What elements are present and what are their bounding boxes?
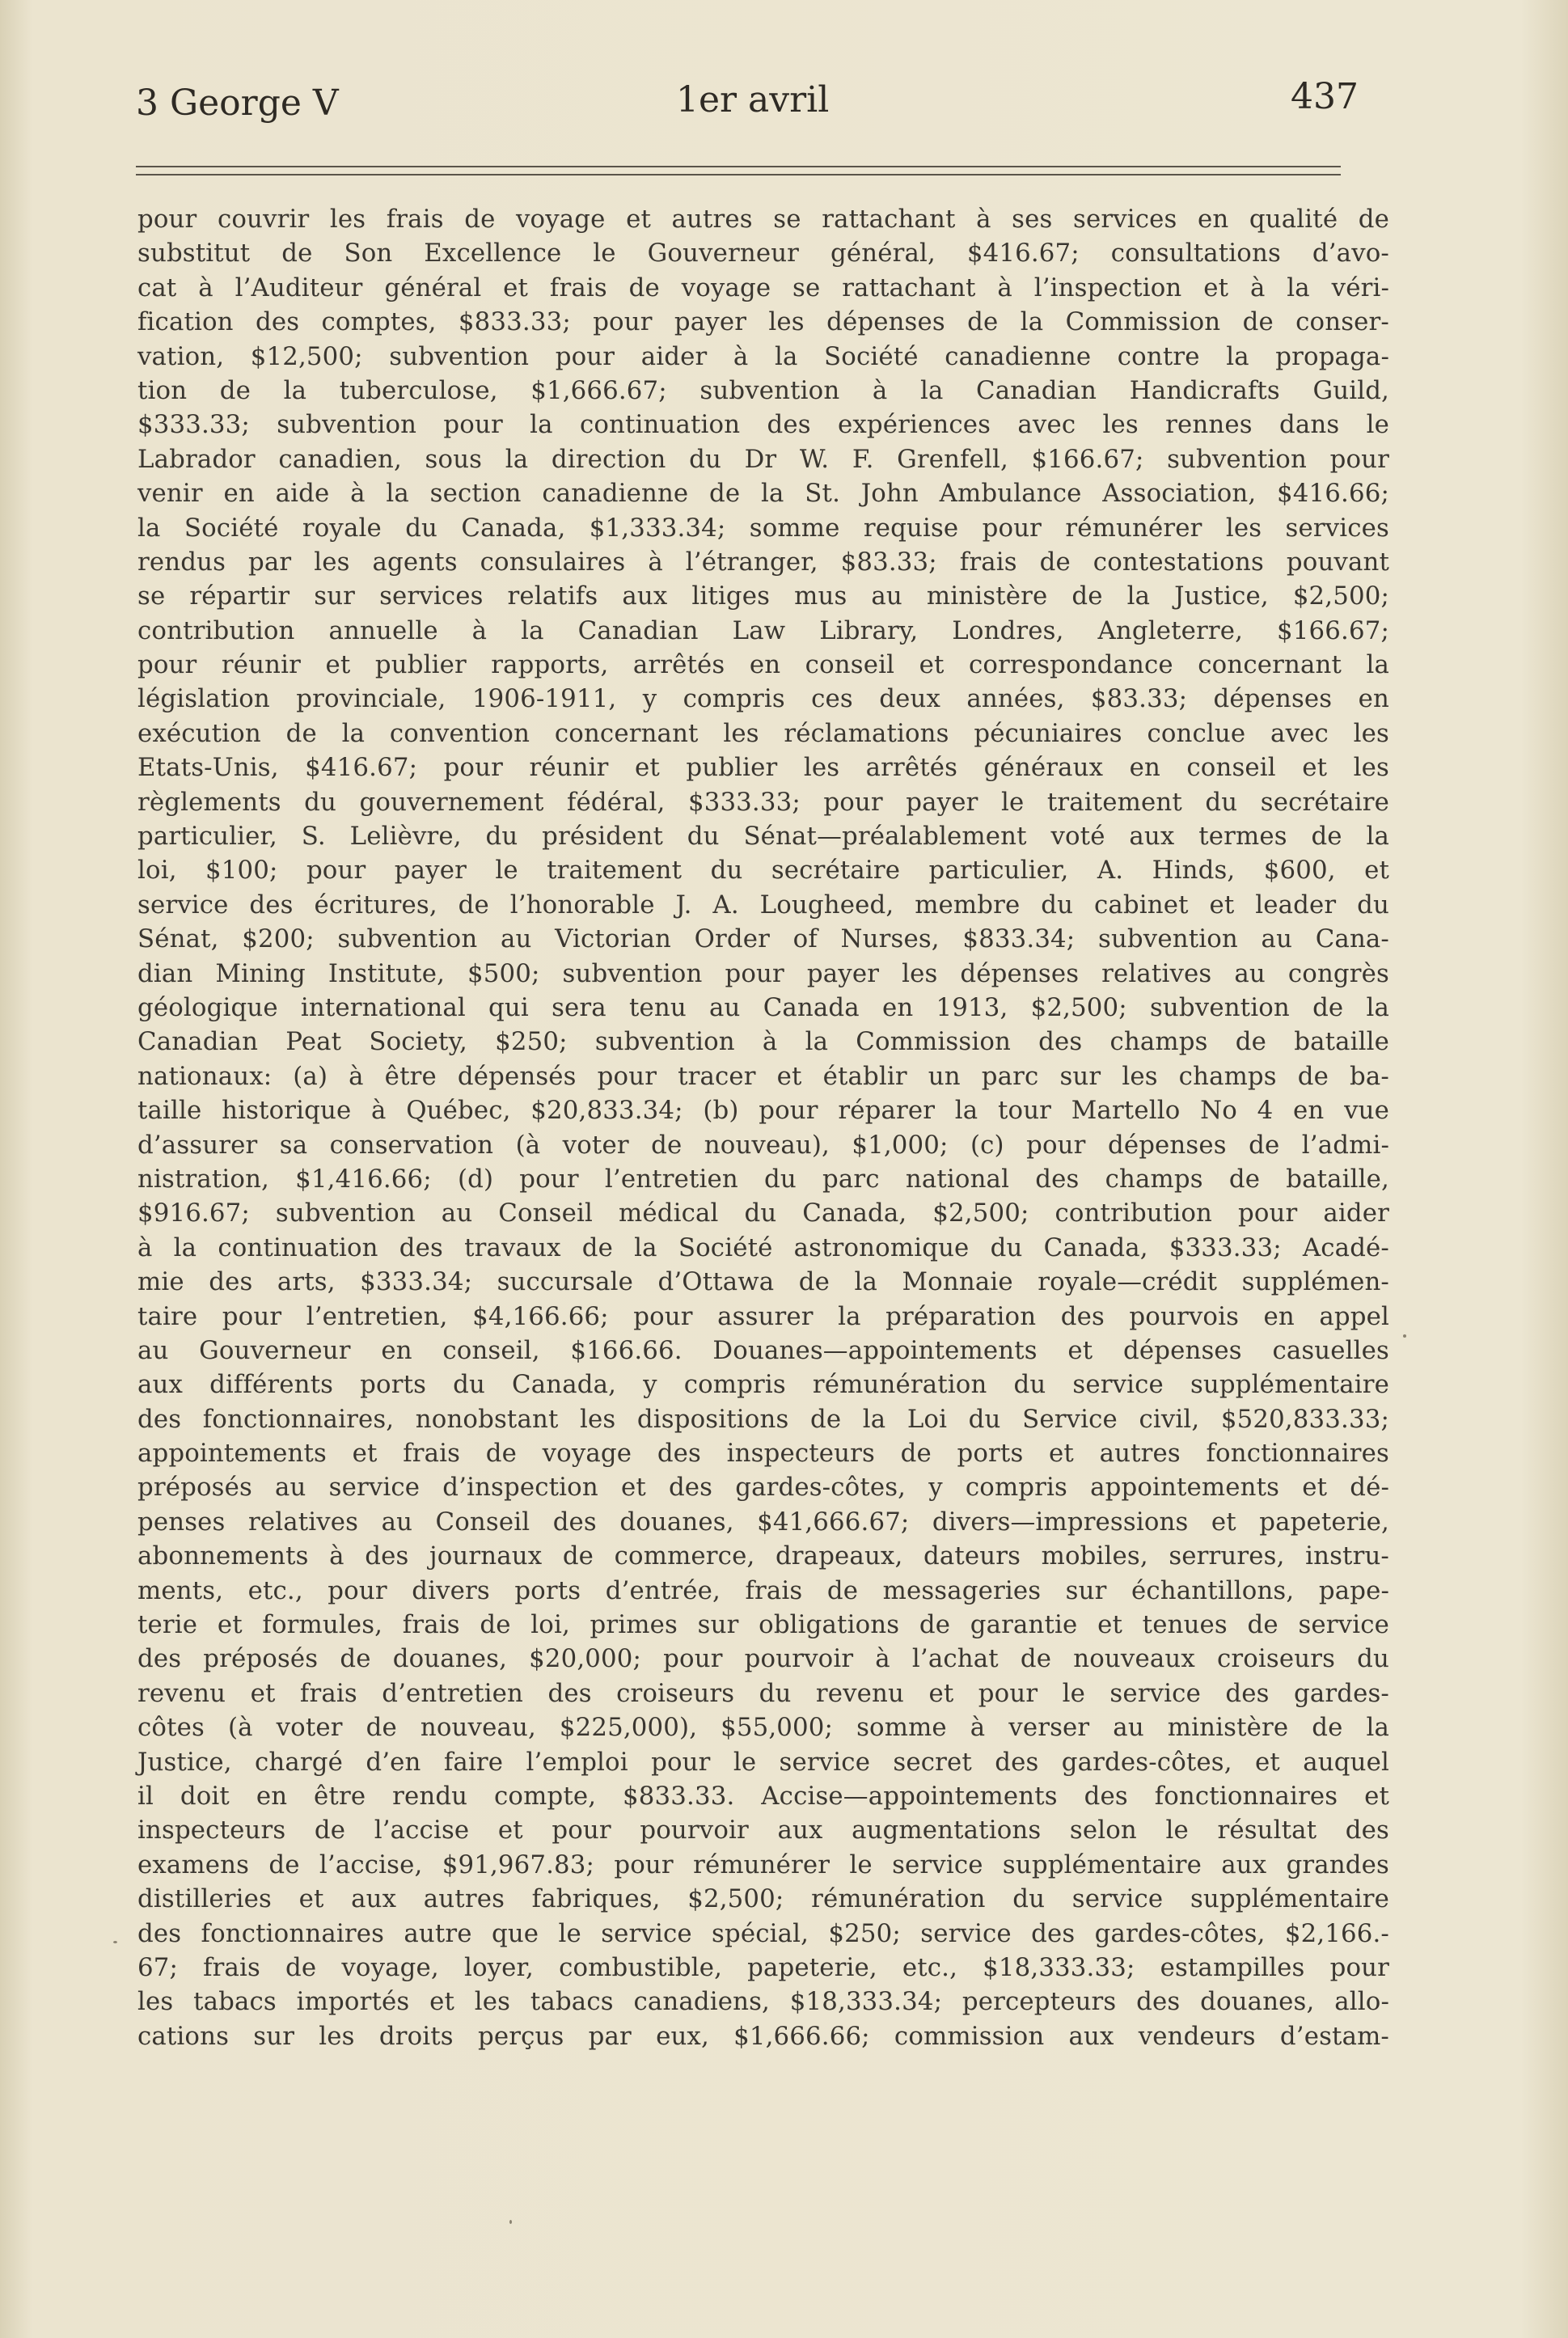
body-line: Etats-Unis, $416.67; pour réunir et publier les arrêtés généraux en conseil et les [137, 753, 1389, 783]
body-line: nistration, $1,416.66; (d) pour l’entretien du parc national des champs de bataille, [137, 1164, 1389, 1194]
body-line: Labrador canadien, sous la direction du Dr W. F. Grenfell, $166.67; subvention pour [137, 444, 1389, 474]
body-line: ments, etc., pour divers ports d’entrée, frais de messageries sur échantillons, pape- [137, 1575, 1389, 1605]
body-line: Canadian Peat Society, $250; subvention à la Commission des champs de bataille [137, 1027, 1389, 1057]
body-line: à la continuation des travaux de la Société astronomique du Canada, $333.33; Acadé- [137, 1232, 1389, 1262]
body-line: cations sur les droits perçus par eux, $1,666.66; commission aux vendeurs d’estam- [137, 2021, 1389, 2051]
body-line: il doit en être rendu compte, $833.33. Accise—appointements des fonctionnaires et [137, 1781, 1389, 1811]
running-head-session: 3 George V [136, 82, 339, 124]
body-line: taille historique à Québec, $20,833.34; (b) pour réparer la tour Martello No 4 en vue [137, 1096, 1389, 1126]
body-line: tion de la tuberculose, $1,666.67; subvention à la Canadian Handicrafts Guild, [137, 375, 1389, 405]
body-line: pour réunir et publier rapports, arrêtés en conseil et correspondance concernant la [137, 650, 1389, 680]
body-line: penses relatives au Conseil des douanes, $41,666.67; divers—impressions et papeterie, [137, 1507, 1389, 1537]
body-line: Sénat, $200; subvention au Victorian Order of Nurses, $833.34; subvention au Cana- [137, 924, 1389, 954]
body-line: appointements et frais de voyage des inspecteurs de ports et autres fonctionnaires [137, 1439, 1389, 1469]
paper-speck [509, 2220, 512, 2224]
body-line: 67; frais de voyage, loyer, combustible, papeterie, etc., $18,333.33; estampilles pour [137, 1952, 1389, 1982]
body-line: la Société royale du Canada, $1,333.34; somme requise pour rémunérer les services [137, 513, 1389, 543]
body-line: $333.33; subvention pour la continuation des expériences avec les rennes dans le [137, 410, 1389, 440]
body-line: nationaux: (a) à être dépensés pour tracer et établir un parc sur les champs de ba- [137, 1061, 1389, 1091]
body-line: des fonctionnaires, nonobstant les dispositions de la Loi du Service civil, $520,833.33; [137, 1404, 1389, 1434]
body-line: exécution de la convention concernant les réclamations pécuniaires conclue avec les [137, 718, 1389, 748]
body-line: inspecteurs de l’accise et pour pourvoir aux augmentations selon le résultat des [137, 1816, 1389, 1845]
body-line: au Gouverneur en conseil, $166.66. Douanes—appointements et dépenses casuelles [137, 1335, 1389, 1365]
body-line: taire pour l’entretien, $4,166.66; pour assurer la préparation des pourvois en appel [137, 1301, 1389, 1331]
paper-speck [1403, 1334, 1406, 1338]
header-rule-top [136, 166, 1341, 167]
body-line: côtes (à voter de nouveau, $225,000), $55,000; somme à verser au ministère de la [137, 1713, 1389, 1743]
body-line: contribution annuelle à la Canadian Law Library, Londres, Angleterre, $166.67; [137, 615, 1389, 645]
body-line: préposés au service d’inspection et des gardes-côtes, y compris appointements et dé- [137, 1473, 1389, 1503]
body-line: dian Mining Institute, $500; subvention pour payer les dépenses relatives au congrès [137, 958, 1389, 988]
running-head-date: 1er avril [676, 79, 830, 120]
body-line: règlements du gouvernement fédéral, $333.33; pour payer le traitement du secrétaire [137, 787, 1389, 817]
body-line: revenu et frais d’entretien des croiseurs du revenu et pour le service des gardes- [137, 1678, 1389, 1708]
body-line: particulier, S. Lelièvre, du président du Sénat—préalablement voté aux termes de la [137, 822, 1389, 852]
body-line: venir en aide à la section canadienne de la St. John Ambulance Association, $416.66; [137, 479, 1389, 509]
body-line: d’assurer sa conservation (à voter de nouveau), $1,000; (c) pour dépenses de l’admi- [137, 1130, 1389, 1160]
body-line: rendus par les agents consulaires à l’étranger, $83.33; frais de contestations pouvant [137, 547, 1389, 577]
body-line: pour couvrir les frais de voyage et autres se rattachant à ses services en qualité de [137, 205, 1389, 234]
body-line: les tabacs importés et les tabacs canadiens, $18,333.34; percepteurs des douanes, allo- [137, 1987, 1389, 2017]
body-line: des préposés de douanes, $20,000; pour pourvoir à l’achat de nouveaux croiseurs du [137, 1644, 1389, 1674]
body-line: géologique international qui sera tenu au Canada en 1913, $2,500; subvention de la [137, 992, 1389, 1022]
body-line: loi, $100; pour payer le traitement du secrétaire particulier, A. Hinds, $600, et [137, 856, 1389, 886]
body-line: des fonctionnaires autre que le service spécial, $250; service des gardes-côtes, $2,166.- [137, 1918, 1389, 1948]
body-line: cat à l’Auditeur général et frais de voyage se rattachant à l’inspection et à la véri- [137, 273, 1389, 302]
body-line: abonnements à des journaux de commerce, drapeaux, dateurs mobiles, serrures, instru- [137, 1541, 1389, 1571]
body-line: Justice, chargé d’en faire l’emploi pour le service secret des gardes-côtes, et auquel [137, 1747, 1389, 1777]
body-line: mie des arts, $333.34; succursale d’Ottawa de la Monnaie royale—crédit supplémen- [137, 1267, 1389, 1297]
body-line: terie et formules, frais de loi, primes sur obligations de garantie et tenues de service [137, 1610, 1389, 1640]
body-line: service des écritures, de l’honorable J. A. Lougheed, membre du cabinet et leader du [137, 890, 1389, 920]
body-line: vation, $12,500; subvention pour aider à la Société canadienne contre la propaga- [137, 341, 1389, 371]
body-line: examens de l’accise, $91,967.83; pour rémunérer le service supplémentaire aux grandes [137, 1850, 1389, 1879]
body-line: fication des comptes, $833.33; pour payer les dépenses de la Commission de conser- [137, 307, 1389, 337]
body-line: aux différents ports du Canada, y compris rémunération du service supplémentaire [137, 1370, 1389, 1400]
body-line: se répartir sur services relatifs aux litiges mus au ministère de la Justice, $2,500; [137, 581, 1389, 611]
body-text [137, 202, 1389, 2053]
page-header [136, 74, 1365, 131]
body-line: substitut de Son Excellence le Gouverneur général, $416.67; consultations d’avo- [137, 239, 1389, 268]
paper-speck [113, 1941, 117, 1943]
body-line: législation provinciale, 1906-1911, y compris ces deux années, $83.33; dépenses en [137, 684, 1389, 714]
page-number: 437 [1291, 76, 1359, 117]
body-line: distilleries et aux autres fabriques, $2,500; rémunération du service supplémentaire [137, 1884, 1389, 1914]
body-line: $916.67; subvention au Conseil médical du Canada, $2,500; contribution pour aider [137, 1199, 1389, 1228]
header-rule-bottom [136, 174, 1341, 175]
